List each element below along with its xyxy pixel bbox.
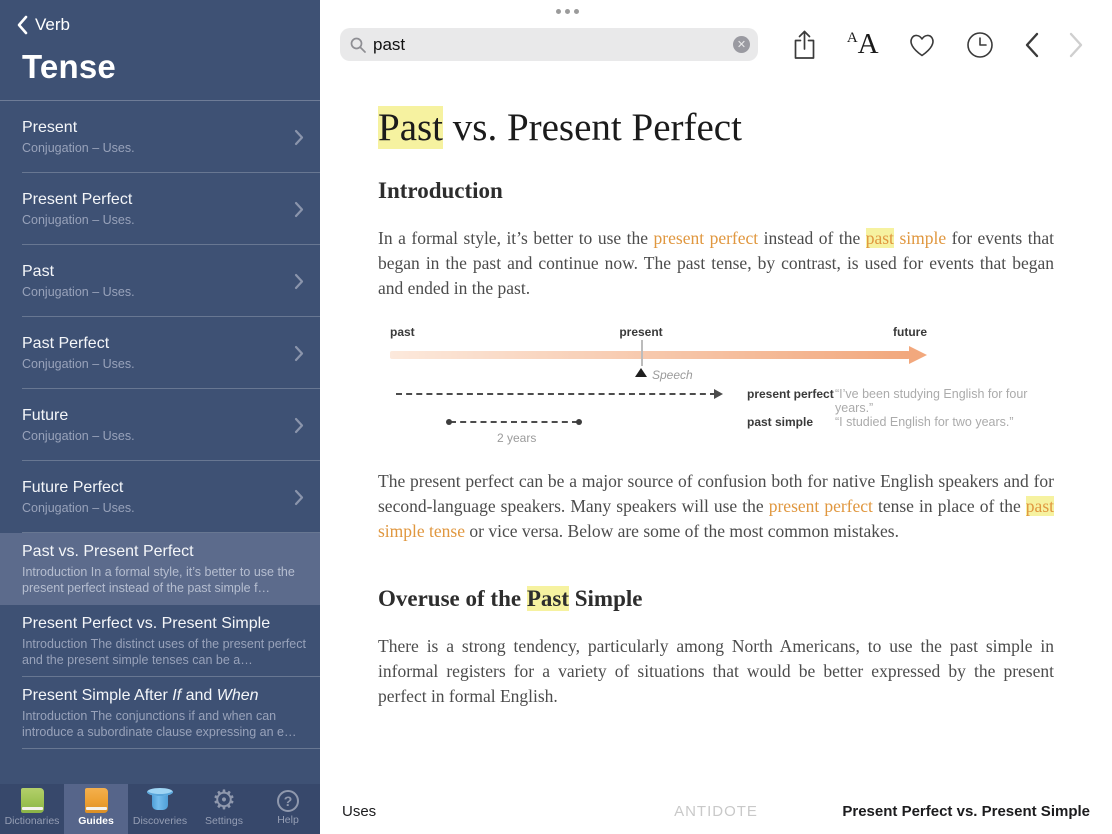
chevron-right-icon — [294, 343, 306, 363]
tab-settings[interactable]: ⚙ Settings — [205, 785, 243, 827]
item-title: Present — [22, 118, 78, 136]
item-subtitle: Introduction In a formal style, it’s better to use the present perfect instead of the past simple f… — [22, 564, 295, 595]
back-button[interactable] — [16, 12, 304, 38]
link-present-perfect[interactable]: present perfect — [768, 496, 873, 516]
section-heading-introduction: Introduction — [378, 178, 503, 203]
item-title: Past vs. Present Perfect — [22, 542, 194, 560]
back-chevron-icon — [1024, 32, 1039, 58]
item-title: Present Perfect vs. Present Simple — [22, 614, 271, 632]
item-title: Past Perfect — [22, 334, 110, 352]
footer-prev-link[interactable]: Uses — [342, 802, 377, 820]
legend-term-past-simple: past simple — [747, 415, 814, 429]
timeline-label-present: present — [619, 325, 663, 339]
back-label: Verb — [35, 15, 70, 34]
dashed-line-arrowhead — [714, 389, 723, 399]
item-subtitle: Conjugation – Uses. — [22, 284, 135, 299]
legend-quote-past-simple: “I studied English for two years.” — [835, 415, 1014, 429]
item-title: Past — [22, 262, 55, 280]
link-simple[interactable]: simple — [893, 228, 947, 248]
past-simple-dashed-line — [450, 421, 578, 423]
tab-bar — [0, 784, 320, 834]
paragraph-confusion: The present perfect can be a major source of confusion both for native English speakers and for second-language speakers. Many speakers will use the present perfect tense in place of the past simple tense or vice versa. Below are some of the most common mistakes. — [378, 471, 1054, 541]
search-hit-highlight: Past — [378, 106, 444, 149]
history-button[interactable] — [966, 31, 994, 59]
item-subtitle: Introduction The distinct uses of the present perfect and the present simple tenses can be a… — [22, 636, 306, 667]
multitasking-handle-icon[interactable] — [556, 9, 579, 14]
sidebar-header — [0, 0, 320, 100]
paragraph-overuse: There is a strong tendency, particularly among North Americans, to use the past simple in informal registers for a variety of situations that would be better expressed by the present perfect in formal English. — [378, 636, 1054, 706]
sidebar-item-past[interactable] — [0, 245, 320, 317]
nav-forward-button[interactable] — [1069, 32, 1084, 58]
small-a-glyph: A — [846, 30, 858, 46]
timeline-arrowhead — [909, 346, 927, 364]
nav-back-button[interactable] — [1024, 32, 1039, 58]
timeline-gradient-bar — [390, 351, 910, 359]
chevron-right-icon — [294, 487, 306, 507]
item-title: Future — [22, 406, 69, 424]
legend-term-present-perfect: present perfect — [747, 387, 834, 401]
question-mark-icon: ? — [277, 790, 299, 812]
guide-article — [320, 75, 1112, 788]
footer-bar — [320, 788, 1112, 834]
tab-dictionaries[interactable]: Dictionaries — [0, 784, 64, 834]
item-title: Present Simple After If and When — [22, 686, 259, 704]
item-title: Future Perfect — [22, 478, 124, 496]
text-size-button[interactable] — [847, 30, 879, 59]
item-subtitle: Conjugation – Uses. — [22, 140, 135, 155]
sidebar — [0, 0, 320, 834]
sidebar-item-past-vs-present-perfect[interactable] — [0, 533, 320, 605]
history-clock-icon — [966, 31, 994, 59]
chevron-right-icon — [294, 127, 306, 147]
search-input[interactable] — [373, 35, 733, 55]
present-tick-mark — [641, 340, 643, 366]
sidebar-item-future[interactable] — [0, 389, 320, 461]
heart-icon — [908, 32, 936, 58]
timeline-label-past: past — [390, 325, 415, 339]
green-book-icon — [21, 788, 44, 813]
item-title: Present Perfect — [22, 190, 133, 208]
share-icon — [792, 30, 817, 60]
tab-help[interactable]: ? Help — [256, 784, 320, 834]
chevron-right-icon — [294, 271, 306, 291]
sidebar-item-present[interactable] — [0, 101, 320, 173]
section-heading-overuse: Overuse of the Past Simple — [378, 586, 643, 611]
speech-label: Speech — [652, 368, 693, 382]
item-subtitle: Conjugation – Uses. — [22, 500, 135, 515]
chevron-right-icon — [294, 199, 306, 219]
search-field[interactable] — [340, 28, 758, 61]
orange-book-icon — [85, 788, 108, 813]
gear-icon: ⚙ — [211, 785, 237, 816]
item-subtitle: Conjugation – Uses. — [22, 428, 135, 443]
search-hit-highlight: Past — [526, 586, 569, 611]
chevron-right-icon — [294, 415, 306, 435]
toolbar — [320, 0, 1112, 75]
link-simple-tense[interactable]: simple tense — [378, 521, 465, 541]
speech-triangle-icon — [635, 368, 647, 377]
clear-search-icon[interactable]: ✕ — [733, 36, 750, 53]
back-chevron-icon — [16, 15, 28, 35]
forward-chevron-icon — [1069, 32, 1084, 58]
item-subtitle: Conjugation – Uses. — [22, 212, 135, 227]
dashed-line-end-dot — [576, 419, 582, 425]
link-past-highlighted[interactable]: past — [865, 228, 894, 248]
duration-label: 2 years — [497, 431, 537, 445]
guide-list — [0, 100, 320, 784]
share-button[interactable] — [792, 30, 817, 60]
tab-discoveries[interactable]: Discoveries — [128, 784, 192, 834]
page-title: Past vs. Present Perfect — [378, 106, 742, 149]
sidebar-item-present-simple-after-if-and-when[interactable] — [0, 677, 320, 749]
footer-next-link[interactable]: Present Perfect vs. Present Simple — [842, 802, 1090, 820]
search-icon — [350, 37, 366, 53]
paragraph-introduction: In a formal style, it’s better to use the present perfect instead of the past simple for events that began in the past and continue now. The past tense, by contrast, is used for events that began and ended in the past. — [378, 228, 1054, 298]
present-perfect-dashed-line — [396, 393, 716, 395]
toolbar-icons — [758, 30, 1092, 60]
sidebar-title: Tense — [22, 48, 116, 85]
sidebar-item-present-perfect-vs-present-simple[interactable] — [0, 605, 320, 677]
large-a-glyph: A — [857, 28, 879, 60]
link-past-highlighted[interactable]: past — [1025, 496, 1054, 516]
antidote-watermark: ANTIDOTE — [674, 802, 758, 820]
sidebar-item-past-perfect[interactable] — [0, 317, 320, 389]
timeline-label-future: future — [893, 325, 927, 339]
dashed-line-start-dot — [446, 419, 452, 425]
item-subtitle: Introduction The conjunctions if and when can introduce a subordinate clause expressing an e… — [22, 708, 297, 739]
legend-quote-present-perfect: “I’ve been studying English for four years.” — [835, 387, 1028, 415]
item-subtitle: Conjugation – Uses. — [22, 356, 135, 371]
favorites-button[interactable] — [908, 32, 936, 58]
sidebar-item-present-perfect[interactable] — [0, 173, 320, 245]
top-hat-icon — [147, 788, 173, 813]
main-panel — [320, 0, 1112, 834]
tab-guides[interactable]: Guides — [64, 784, 128, 834]
sidebar-item-future-perfect[interactable] — [0, 461, 320, 533]
timeline-diagram — [378, 325, 1054, 447]
link-present-perfect[interactable]: present perfect — [653, 228, 759, 248]
